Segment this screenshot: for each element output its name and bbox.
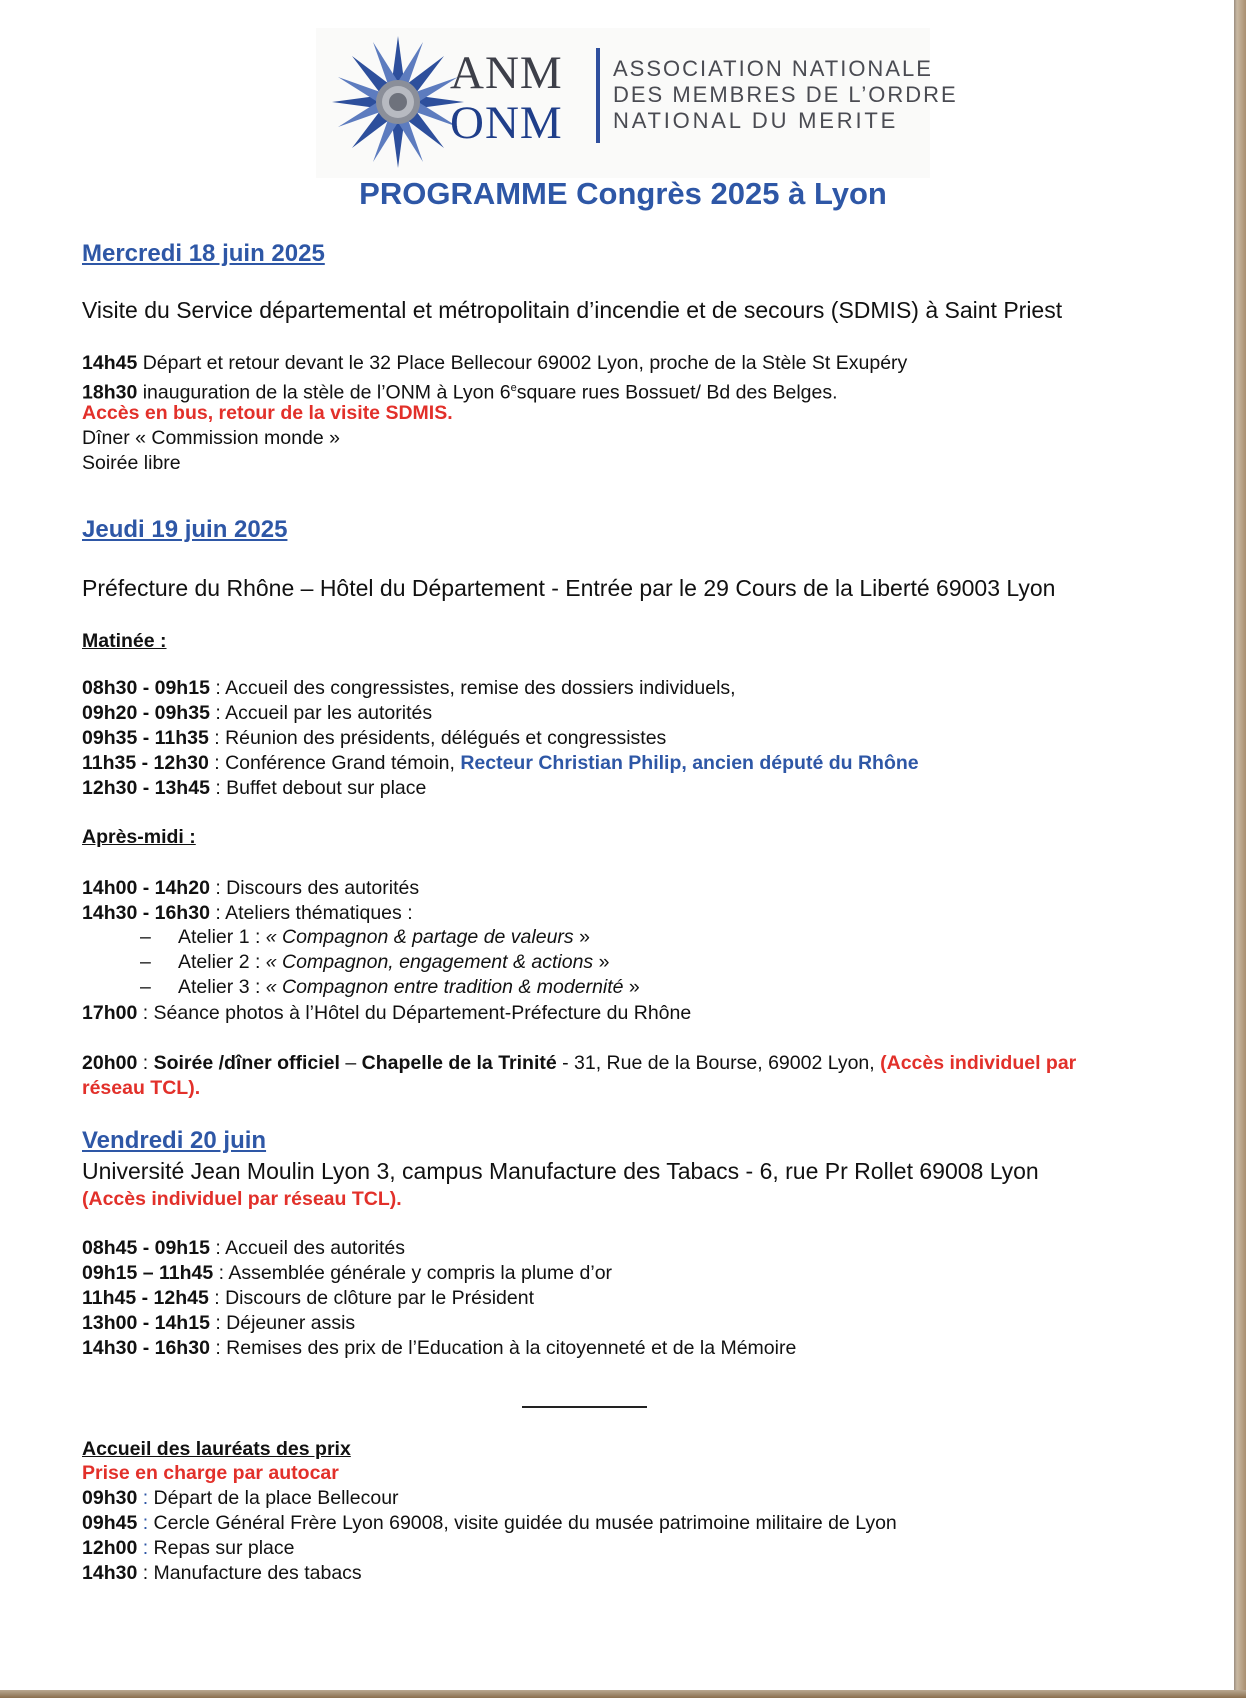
time: 08h30 - 09h15 [82, 677, 210, 699]
time: 09h45 [82, 1512, 138, 1534]
atelier-label: Atelier 2 : [178, 951, 266, 973]
atelier-close: » [623, 976, 640, 998]
time: 14h45 [82, 352, 138, 374]
item-text: : Accueil par les autorités [209, 702, 433, 724]
item-text: : Réunion des présidents, délégués et congressistes [208, 727, 667, 749]
item-text: : Déjeuner assis [209, 1312, 356, 1334]
evening-event: Soirée /dîner officiel [153, 1052, 340, 1074]
document-frame-bottom-edge [0, 1690, 1246, 1698]
item-text: : Accueil des congressistes, remise des dossiers individuels, [209, 677, 736, 699]
item-text: Départ de la place Bellecour [148, 1487, 399, 1509]
separator: : [137, 1487, 149, 1509]
atelier-item [140, 976, 640, 999]
schedule-item [82, 676, 736, 701]
schedule-item [82, 1286, 534, 1311]
day-heading-friday: Vendredi 20 juin [82, 1127, 267, 1154]
logo-tagline-3: NATIONAL DU MERITE [613, 108, 899, 133]
time: 11h45 - 12h45 [82, 1287, 209, 1309]
time: 08h45 - 09h15 [82, 1237, 210, 1259]
schedule-item [82, 876, 419, 901]
superscript: e [510, 382, 517, 394]
time: 13h00 - 14h15 [82, 1312, 210, 1334]
day-heading-thursday: Jeudi 19 juin 2025 [82, 516, 288, 543]
schedule-item [82, 1261, 612, 1286]
schedule-item [82, 751, 919, 776]
item-text: : Discours des autorités [209, 877, 420, 899]
time: 14h30 [82, 1562, 138, 1584]
schedule-item [82, 1236, 405, 1261]
item-text: : Accueil des autorités [209, 1237, 406, 1259]
schedule-item [82, 776, 426, 801]
time: 14h30 - 16h30 [82, 902, 210, 924]
atelier-item [140, 951, 609, 974]
item-text: Repas sur place [148, 1537, 295, 1559]
logo-divider [596, 48, 600, 143]
evening-address: - 31, Rue de la Bourse, 69002 Lyon, [556, 1052, 881, 1074]
time: 12h30 - 13h45 [82, 777, 210, 799]
atelier-title: « Compagnon entre tradition & modernité [265, 976, 624, 998]
day1-soiree: Soirée libre [82, 452, 181, 474]
time: 09h15 – 11h45 [82, 1262, 214, 1284]
separator: : [137, 1512, 149, 1534]
day1-item-1 [82, 351, 907, 376]
time: 11h35 - 12h30 [82, 752, 209, 774]
laureats-item [82, 1536, 294, 1561]
separator: – [339, 1052, 362, 1074]
atelier-title: « Compagnon, engagement & actions [265, 951, 594, 973]
day3-access-note: (Accès individuel par réseau TCL). [82, 1188, 402, 1210]
time: 12h00 [82, 1537, 138, 1559]
laureats-item [82, 1561, 362, 1586]
atelier-title: « Compagnon & partage de valeurs [265, 926, 574, 948]
section-apres-midi: Après-midi : [82, 826, 196, 848]
access-note-cont: réseau TCL). [82, 1077, 201, 1099]
section-matinee: Matinée : [82, 630, 167, 652]
schedule-item [82, 901, 413, 926]
item-text: : Assemblée générale y compris la plume d’or [213, 1262, 613, 1284]
page-title: PROGRAMME Congrès 2025 à Lyon [359, 176, 887, 211]
atelier-label: Atelier 3 : [178, 976, 266, 998]
evening-venue: Chapelle de la Trinité [361, 1052, 557, 1074]
laureats-heading: Accueil des lauréats des prix [82, 1438, 351, 1460]
day3-venue: Université Jean Moulin Lyon 3, campus Manufacture des Tabacs - 6, rue Pr Rollet 69008 Lyon [82, 1158, 1039, 1184]
anm-onm-logo [316, 28, 958, 178]
day2-venue: Préfecture du Rhône – Hôtel du Département - Entrée par le 29 Cours de la Liberté 69003 Lyon [82, 575, 1056, 601]
evening-item [82, 1051, 1076, 1076]
time: 09h35 - 11h35 [82, 727, 209, 749]
item-text: Manufacture des tabacs [148, 1562, 362, 1584]
logo-onm-text: ONM [450, 97, 563, 149]
day1-diner: Dîner « Commission monde » [82, 427, 340, 449]
time: 18h30 [82, 381, 138, 404]
item-text: : Ateliers thématiques : [209, 902, 413, 924]
item-text: : Séance photos à l’Hôtel du Département-Préfecture du Rhône [137, 1002, 692, 1024]
atelier-close: » [593, 951, 610, 973]
logo-tagline-1: ASSOCIATION NATIONALE [613, 56, 933, 81]
item-text: : Conférence Grand témoin, [208, 752, 461, 774]
laureats-autocar: Prise en charge par autocar [82, 1462, 339, 1484]
item-text: : Remises des prix de l’Education à la citoyenneté et de la Mémoire [209, 1337, 797, 1359]
time: 09h30 [82, 1487, 138, 1509]
time: 17h00 [82, 1002, 138, 1024]
logo-anm-text: ANM [450, 47, 563, 99]
day1-bus-note: Accès en bus, retour de la visite SDMIS. [82, 402, 453, 424]
schedule-item [82, 1311, 355, 1336]
photo-item [82, 1001, 691, 1026]
logo-tagline-2: DES MEMBRES DE L’ORDRE [613, 82, 958, 107]
bullet-dash: – [140, 926, 151, 948]
bullet-dash: – [140, 976, 151, 998]
item-text: Départ et retour devant le 32 Place Bellecour 69002 Lyon, proche de la Stèle St Exupéry [137, 352, 908, 374]
atelier-close: » [573, 926, 590, 948]
item-text: : Buffet debout sur place [209, 777, 427, 799]
item-text: : Discours de clôture par le Président [208, 1287, 534, 1309]
time: 14h00 - 14h20 [82, 877, 210, 899]
separator: : [137, 1537, 149, 1559]
time: 20h00 [82, 1052, 138, 1074]
schedule-item [82, 726, 666, 751]
item-text: inauguration de la stèle de l’ONM à Lyon 6 [137, 381, 511, 404]
section-divider [522, 1406, 647, 1408]
laureats-item [82, 1511, 897, 1536]
speaker-name: Recteur Christian Philip, ancien député du Rhône [460, 752, 919, 774]
item-text: Cercle Général Frère Lyon 69008, visite guidée du musée patrimoine militaire de Lyon [148, 1512, 897, 1534]
time: 09h20 - 09h35 [82, 702, 210, 724]
separator: : [137, 1562, 149, 1584]
schedule-item [82, 1336, 796, 1361]
time: 14h30 - 16h30 [82, 1337, 210, 1359]
document-frame-right-edge [1234, 0, 1246, 1698]
schedule-item [82, 701, 432, 726]
item-text: square rues Bossuet/ Bd des Belges. [516, 381, 838, 404]
separator: : [137, 1052, 154, 1074]
day-heading-wednesday: Mercredi 18 juin 2025 [82, 240, 325, 267]
atelier-item [140, 926, 590, 949]
access-note: (Accès individuel par [880, 1052, 1077, 1074]
atelier-label: Atelier 1 : [178, 926, 266, 948]
order-star-emblem-icon [328, 32, 468, 172]
bullet-dash: – [140, 951, 151, 973]
day1-venue: Visite du Service départemental et métropolitain d’incendie et de secours (SDMIS) à Saint Priest [82, 297, 1063, 323]
laureats-item [82, 1486, 399, 1511]
